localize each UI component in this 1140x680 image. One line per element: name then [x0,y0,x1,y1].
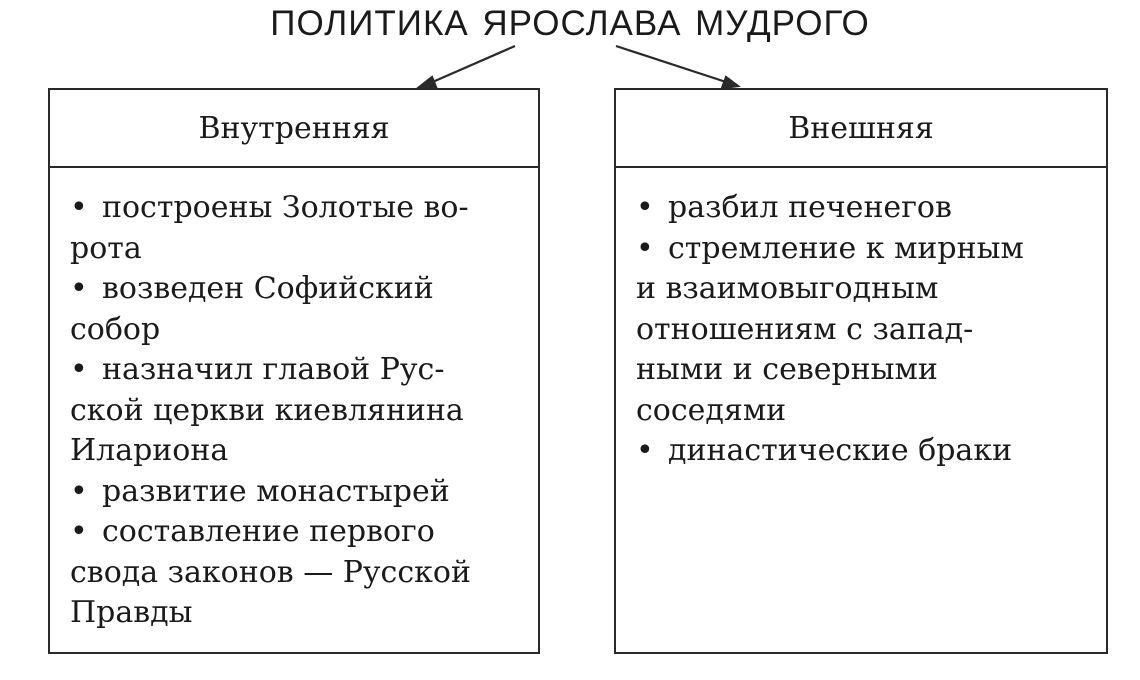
list-item-text: рота [70,230,142,266]
arrows [0,0,1140,100]
list-item-line [636,391,1090,432]
list-item [70,350,522,472]
list-item-line [636,229,1090,270]
list-item-line [636,188,1090,229]
bullet-icon: • [70,473,88,509]
list-item-text: свода законов — Русской [70,554,471,590]
list-item-line [636,350,1090,391]
list-item-line [636,310,1090,351]
list-item-text: собор [70,311,161,347]
bullet-icon: • [70,271,88,306]
list-item-line [70,593,522,634]
list-item-line [70,188,522,229]
list-item [636,188,1090,229]
list-item [70,188,522,269]
arrow-left [428,46,515,84]
external-policy-heading: Внешняя [616,90,1106,168]
bullet-icon: • [636,190,654,225]
list-item-text: и взаимовыгодным [636,271,939,306]
list-item-line [70,269,522,310]
list-item-text: Правды [70,595,193,630]
list-item-text: назначил главой Рус- [102,352,445,387]
list-item [70,472,522,513]
internal-policy-heading: Внутренняя [50,90,538,168]
list-item-line [70,350,522,391]
list-item-text: династические браки [668,433,1013,468]
list-item-text: ными и северными [636,352,938,387]
list-item-line [70,229,522,270]
list-item [636,431,1090,472]
bullet-icon: • [70,352,88,387]
list-item-line [70,310,522,351]
list-item [70,512,522,634]
internal-policy-box [48,88,540,654]
list-item-text: стремление к мирным [668,230,1024,266]
list-item-text: составление первого [102,514,435,549]
list-item-text: построены Золотые во- [102,190,469,225]
bullet-icon: • [70,514,88,549]
list-item-text: возведен Софийский [102,271,434,306]
diagram-title: ПОЛИТИКА ЯРОСЛАВА МУДРОГО [270,4,870,43]
list-item-line [70,391,522,432]
list-item-line [70,512,522,553]
list-item-text: ской церкви киевлянина [70,392,464,428]
arrow-right [616,46,726,82]
list-item-text: разбил печенегов [668,190,952,225]
bullet-icon: • [636,230,654,266]
list-item-text: развитие монастырей [102,473,450,509]
list-item-line [636,431,1090,472]
list-item-text: Илариона [70,433,229,468]
external-policy-box [614,88,1108,654]
list-item-line [636,269,1090,310]
list-item-line [70,553,522,594]
list-item-text: соседями [636,392,787,428]
list-item-line [70,472,522,513]
list-item [636,229,1090,432]
list-item-text: отношениям с запад- [636,311,974,347]
bullet-icon: • [636,433,654,468]
arrow-left-head [418,77,436,88]
internal-policy-list [70,188,522,634]
list-item [70,269,522,350]
arrow-right-head [722,77,738,88]
external-policy-list [636,188,1090,472]
list-item-line [70,431,522,472]
bullet-icon: • [70,190,88,225]
